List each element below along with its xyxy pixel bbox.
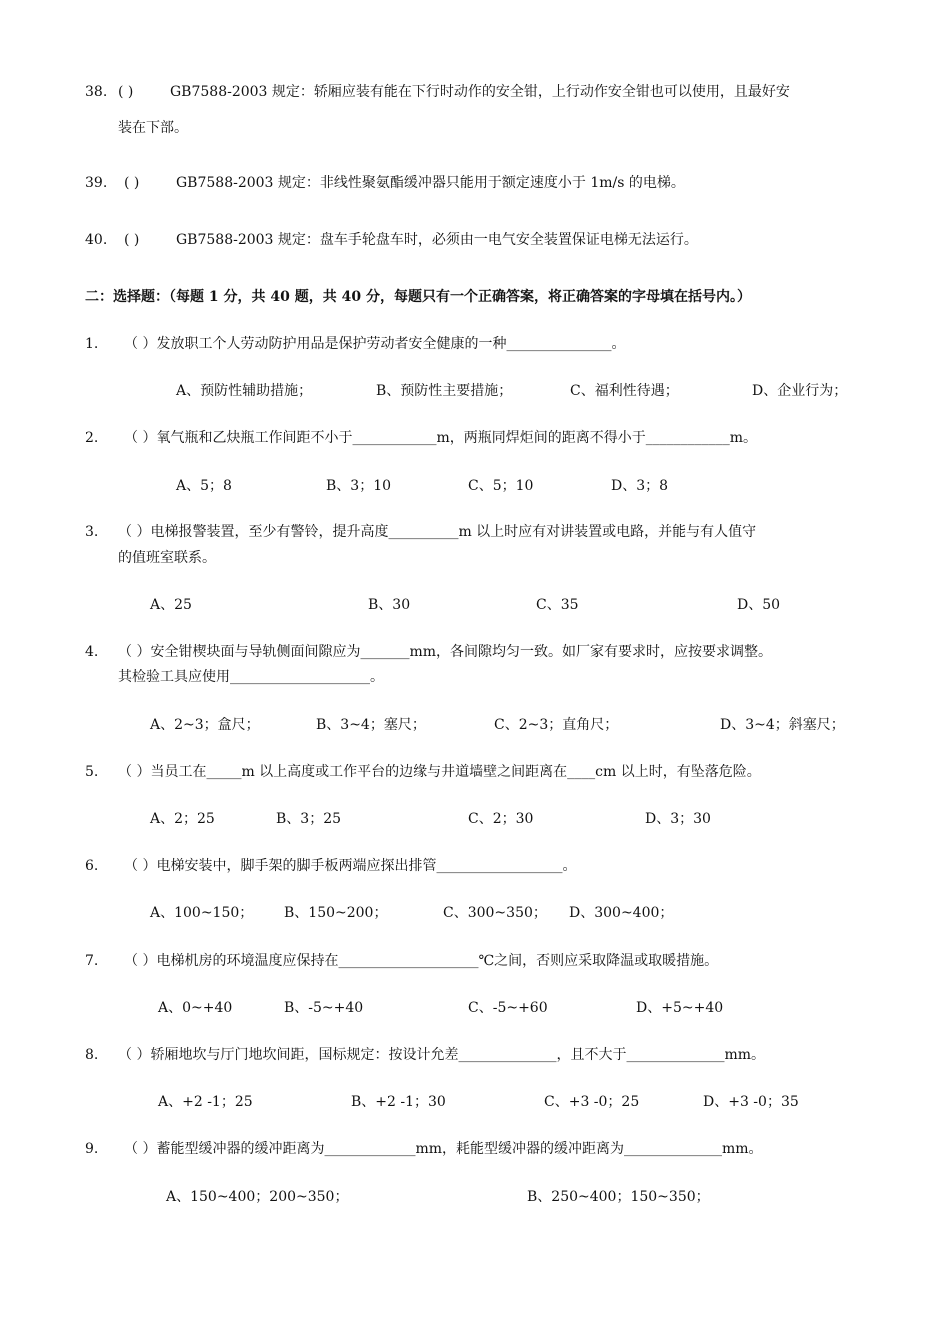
option-c: C、5；10 [468, 478, 534, 494]
question-text: （ ）当员工在_____m 以上高度或工作平台的边缘与井道墙壁之间距离在____cm 以上时，有坠落危险。 [118, 764, 761, 780]
question-text: GB7588-2003 规定：非线性聚氨酯缓冲器只能用于额定速度小于 1m/s 的电梯。 [176, 175, 685, 191]
question-text: （ ）发放职工个人劳动防护用品是保护劳动者安全健康的一种_______________。 [124, 336, 626, 352]
option-a: A、5；8 [176, 478, 232, 494]
question-text-cont: 装在下部。 [118, 120, 188, 136]
option-b: B、3；25 [276, 811, 342, 827]
option-c: C、2~3；直角尺； [494, 717, 619, 733]
answer-paren: ( ) [124, 232, 140, 248]
option-b: B、150~200； [284, 905, 388, 921]
question-text: （ ）电梯安装中，脚手架的脚手板两端应探出排管__________________。 [124, 858, 577, 874]
question-number: 3. [85, 524, 99, 540]
option-c: C、-5~+60 [468, 1000, 548, 1016]
option-d: D、3；30 [645, 811, 711, 827]
option-d: D、300~400； [569, 905, 674, 921]
question-number: 38. [85, 84, 108, 100]
question-number: 8. [85, 1047, 99, 1063]
option-d: D、50 [737, 597, 781, 613]
question-number: 1. [85, 336, 99, 352]
question-text: （ ）蓄能型缓冲器的缓冲距离为_____________mm，耗能型缓冲器的缓冲距离为______________mm。 [124, 1141, 763, 1157]
option-b: B、+2 -1；30 [351, 1094, 446, 1110]
question-text: （ ）轿厢地坎与厅门地坎间距，国标规定：按设计允差______________，且不大于______________mm。 [118, 1047, 765, 1063]
question-text: （ ）电梯机房的环境温度应保持在____________________℃之间，否则应采取降温或取暖措施。 [124, 953, 719, 969]
option-a: A、2；25 [150, 811, 215, 827]
question-text: GB7588-2003 规定：盘车手轮盘车时，必须由一电气安全装置保证电梯无法运行。 [176, 232, 698, 248]
question-number: 6. [85, 858, 99, 874]
question-text-cont: 的值班室联系。 [118, 550, 216, 566]
option-b: B、-5~+40 [284, 1000, 364, 1016]
option-d: D、3~4；斜塞尺； [720, 717, 845, 733]
option-a: A、150~400；200~350； [166, 1189, 349, 1205]
answer-paren: ( ) [124, 175, 140, 191]
option-a: A、25 [150, 597, 192, 613]
option-a: A、2~3；盒尺； [150, 717, 260, 733]
question-text: （ ）安全钳楔块面与导轨侧面间隙应为_______mm，各间隙均匀一致。如厂家有要求时，应按要求调整。 [118, 644, 772, 660]
answer-paren: ( ) [118, 84, 134, 100]
section-title: 二：选择题：（每题 1 分，共 40 题，共 40 分，每题只有一个正确答案，将正确答案的字母填在括号内。） [85, 289, 751, 305]
option-b: B、250~400；150~350； [527, 1189, 710, 1205]
question-text: （ ）氧气瓶和乙炔瓶工作间距不小于____________m，两瓶同焊炬间的距离不得小于____________m。 [124, 430, 757, 446]
option-b: B、3；10 [326, 478, 392, 494]
question-text: （ ）电梯报警装置，至少有警铃，提升高度__________m 以上时应有对讲装置或电路，并能与有人值守 [118, 524, 757, 540]
question-text-cont: 其检验工具应使用____________________。 [118, 669, 384, 685]
option-c: C、福利性待遇； [570, 383, 679, 399]
option-c: C、300~350； [443, 905, 547, 921]
option-d: D、+5~+40 [636, 1000, 724, 1016]
option-a: A、+2 -1；25 [158, 1094, 253, 1110]
option-b: B、预防性主要措施； [376, 383, 513, 399]
option-c: C、35 [536, 597, 579, 613]
option-a: A、预防性辅助措施； [176, 383, 313, 399]
question-number: 7. [85, 953, 99, 969]
question-number: 40. [85, 232, 108, 248]
option-b: B、3~4；塞尺； [316, 717, 426, 733]
option-c: C、2；30 [468, 811, 534, 827]
option-d: D、企业行为； [752, 383, 848, 399]
question-number: 2. [85, 430, 99, 446]
option-d: D、3；8 [611, 478, 669, 494]
question-number: 9. [85, 1141, 99, 1157]
question-text: GB7588-2003 规定：轿厢应装有能在下行时动作的安全钳，上行动作安全钳也可以使用，且最好安 [170, 84, 790, 100]
option-c: C、+3 -0；25 [544, 1094, 640, 1110]
question-number: 39. [85, 175, 108, 191]
question-number: 4. [85, 644, 99, 660]
option-d: D、+3 -0；35 [703, 1094, 799, 1110]
option-a: A、0~+40 [158, 1000, 233, 1016]
option-a: A、100~150； [150, 905, 254, 921]
option-b: B、30 [368, 597, 411, 613]
question-number: 5. [85, 764, 99, 780]
